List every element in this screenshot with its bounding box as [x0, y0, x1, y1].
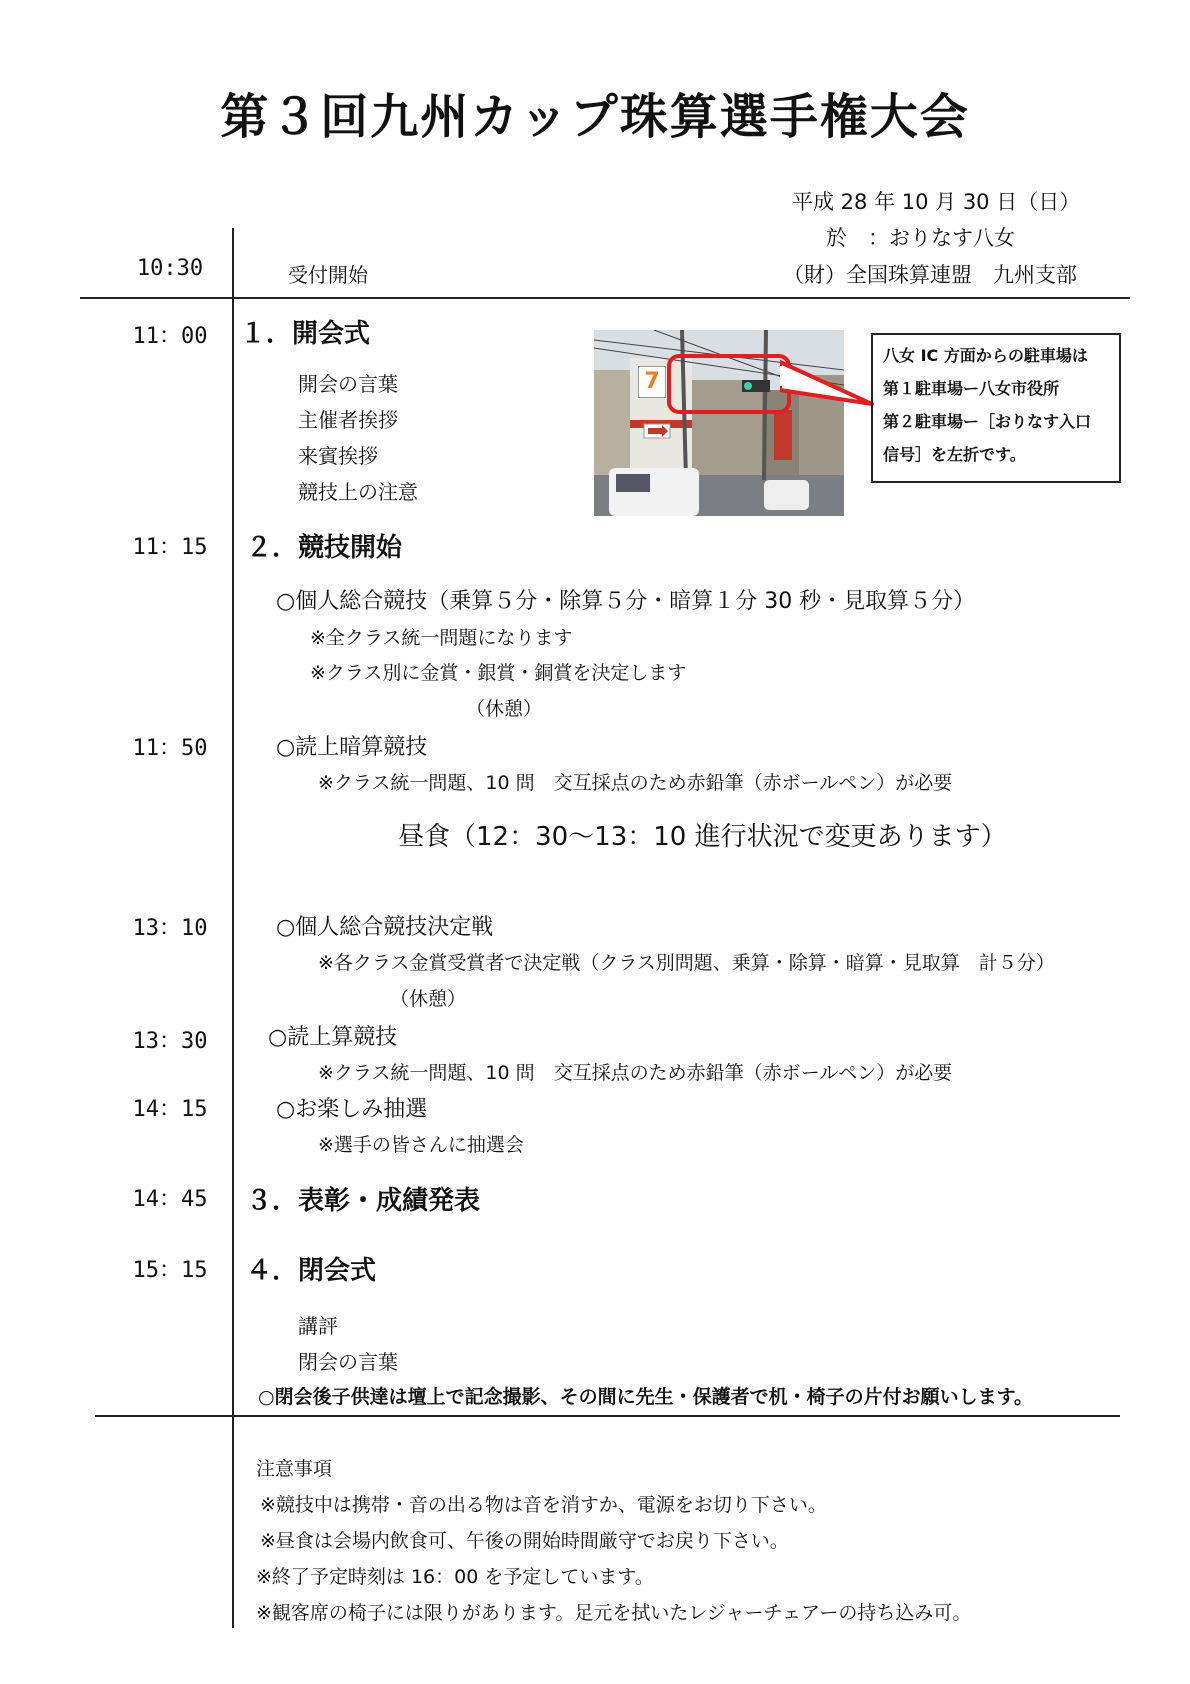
parking-line: 第２駐車場ー［おりなす入口: [883, 412, 1092, 431]
event-mental-calc-title: ○読上暗算競技: [276, 735, 428, 760]
time-awards: 14：45: [132, 1187, 208, 1212]
time-lottery: 14：15: [132, 1097, 208, 1122]
parking-line: 八女 IC 方面からの駐車場は: [883, 346, 1088, 365]
event-note: ※全クラス統一問題になります: [310, 627, 573, 649]
time-competition: 11：15: [132, 535, 208, 560]
time-dictation: 13：30: [132, 1029, 208, 1054]
lunch-break: 昼食（12：30〜13：10 進行状況で変更あります）: [398, 822, 1007, 852]
parking-info-box: [871, 333, 1121, 483]
event-date: 平成 28 年 10 月 30 日（日）: [792, 190, 1081, 214]
time-closing: 15：15: [132, 1258, 208, 1283]
header-rule: [80, 297, 1130, 299]
list-item: 主催者挨拶: [298, 408, 398, 432]
event-note: ※クラス統一問題、10 問 交互採点のため赤鉛筆（赤ボールペン）が必要: [318, 1062, 953, 1084]
list-item: 競技上の注意: [298, 480, 418, 504]
notes-rule: [95, 1415, 1120, 1417]
list-item: 来賓挨拶: [298, 444, 378, 468]
section-closing-title: ４．閉会式: [246, 1256, 377, 1286]
break-label: （休憩）: [390, 988, 467, 1010]
parking-line: 第１駐車場ー八女市役所: [883, 379, 1060, 398]
break-label: （休憩）: [466, 698, 543, 720]
parking-line: 信号］を左折です。: [883, 445, 1026, 464]
callout-pointer: [780, 350, 880, 410]
time-final: 13：10: [132, 916, 208, 941]
event-lottery-title: ○お楽しみ抽選: [276, 1097, 428, 1122]
list-item: 講評: [298, 1314, 338, 1338]
section-awards-title: ３．表彰・成績発表: [246, 1186, 481, 1216]
reception-label: 受付開始: [288, 263, 368, 287]
time-opening: 11：00: [132, 324, 208, 349]
event-note: ※クラス別に金賞・銀賞・銅賞を決定します: [310, 662, 687, 684]
event-final-title: ○個人総合競技決定戦: [276, 915, 494, 940]
section-competition-title: ２．競技開始: [246, 533, 403, 563]
event-note: ※各クラス金賞受賞者で決定戦（クラス別問題、乗算・除算・暗算・見取算 計５分）: [318, 952, 1055, 974]
time-reception: 10:30: [136, 256, 204, 281]
notes-item: ※終了予定時刻は 16：00 を予定しています。: [256, 1566, 654, 1588]
event-note: ※選手の皆さんに抽選会: [318, 1134, 524, 1156]
notes-heading: 注意事項: [256, 1458, 333, 1480]
event-venue: 於 ：おりなす八女: [826, 226, 1015, 250]
time-mental-calc: 11：50: [132, 736, 208, 761]
event-dictation-title: ○読上算競技: [268, 1025, 398, 1050]
list-item: 開会の言葉: [298, 372, 398, 396]
section-opening-title: １．開会式: [240, 319, 371, 349]
notes-item: ※観客席の椅子には限りがあります。足元を拭いたレジャーチェアーの持ち込み可。: [256, 1602, 972, 1624]
event-note: ※クラス統一問題、10 問 交互採点のため赤鉛筆（赤ボールペン）が必要: [318, 772, 953, 794]
store-logo: 7: [638, 366, 666, 398]
organizer: （財）全国珠算連盟 九州支部: [783, 263, 1077, 287]
event-individual-title: ○個人総合競技（乗算５分・除算５分・暗算１分 30 秒・見取算５分）: [276, 589, 976, 614]
page-title: 第３回九州カップ珠算選手権大会: [220, 89, 970, 145]
notes-item: ※競技中は携帯・音の出る物は音を消すか、電源をお切り下さい。: [260, 1494, 827, 1516]
closing-note: ○閉会後子供達は壇上で記念撮影、その間に先生・保護者で机・椅子の片付お願いします。: [258, 1386, 1034, 1408]
notes-item: ※昼食は会場内飲食可、午後の開始時間厳守でお戻り下さい。: [260, 1530, 789, 1552]
list-item: 閉会の言葉: [298, 1350, 398, 1374]
